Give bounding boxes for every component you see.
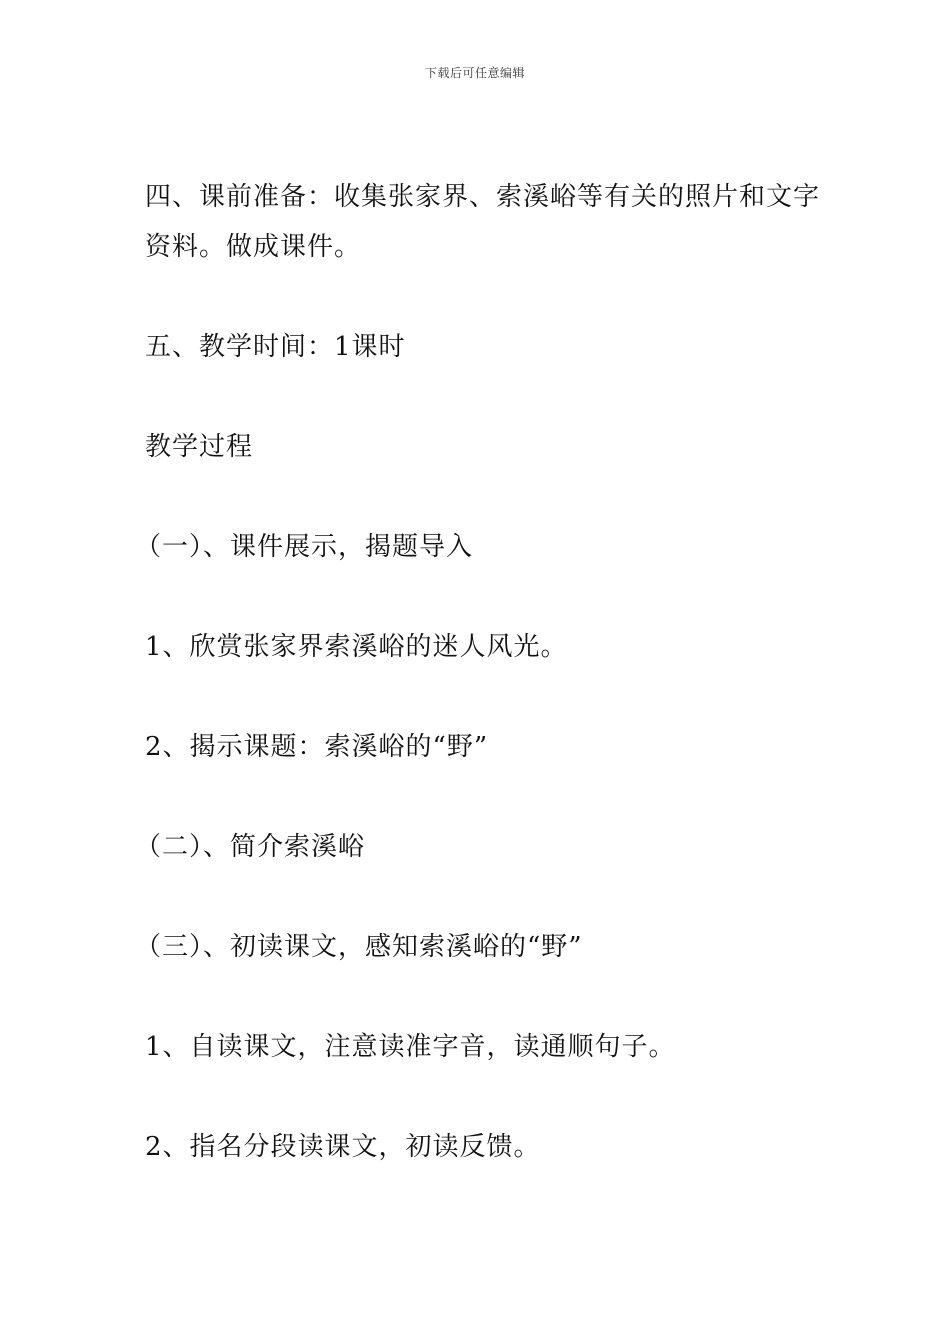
- paragraph-item-2-reveal-title: 2、揭示课题：索溪峪的“野”: [145, 732, 489, 762]
- paragraph-preparation-line-2: 资料。做成课件。: [145, 232, 362, 262]
- paragraph-teaching-time: 五、教学时间：1课时: [145, 332, 406, 362]
- paragraph-teaching-process-heading: 教学过程: [145, 432, 254, 462]
- paragraph-item-1-self-read: 1、自读课文，注意读准字音，读通顺句子。: [145, 1032, 676, 1062]
- paragraph-preparation-line-1: 四、课前准备：收集张家界、索溪峪等有关的照片和文字: [145, 182, 821, 212]
- paragraph-item-1-appreciate: 1、欣赏张家界索溪峪的迷人风光。: [145, 632, 568, 662]
- document-body: [135, 172, 821, 1172]
- page-header: 下载后可任意编辑: [424, 66, 525, 80]
- paragraph-section-one: （一）、课件展示，揭题导入: [135, 532, 474, 562]
- paragraph-item-2-read-aloud: 2、指名分段读课文，初读反馈。: [145, 1132, 541, 1162]
- paragraph-section-two: （二）、简介索溪峪: [135, 832, 366, 862]
- paragraph-section-three: （三）、初读课文，感知索溪峪的“野”: [135, 932, 583, 962]
